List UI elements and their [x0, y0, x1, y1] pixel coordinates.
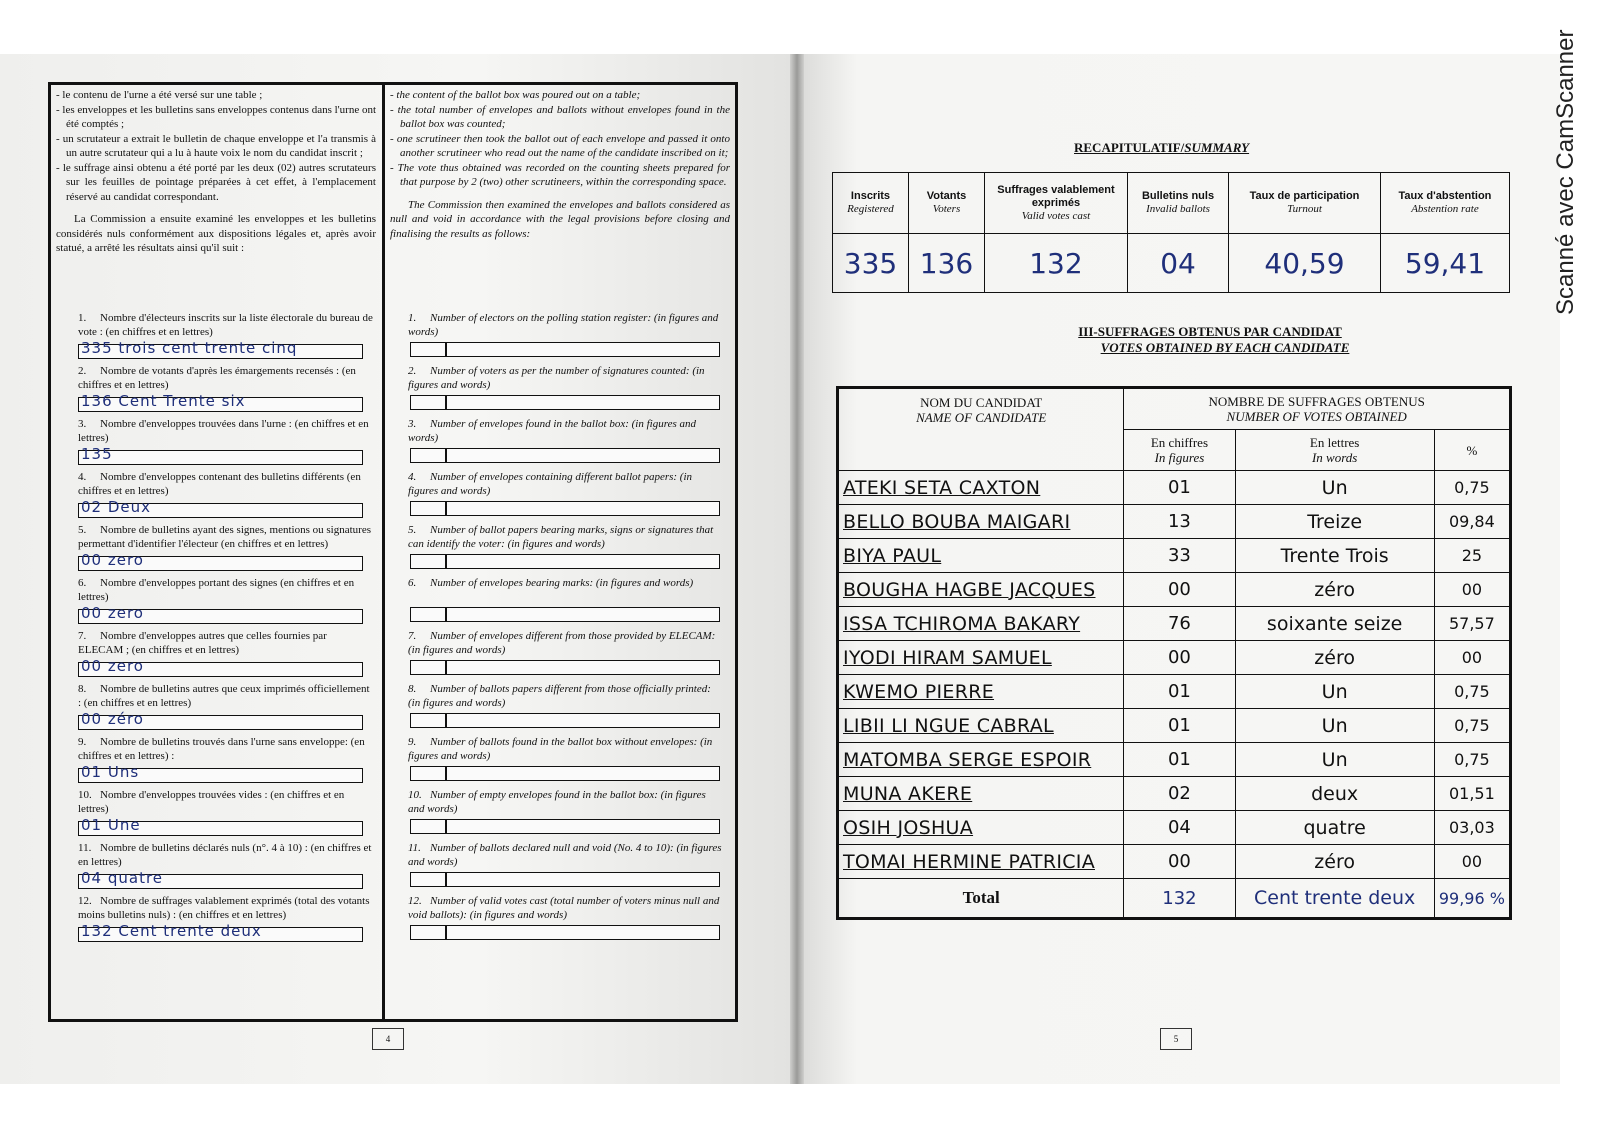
candidate-row [838, 811, 1511, 845]
question-number: 1. [408, 312, 417, 324]
question-fr-text: Nombre de bulletins déclarés nuls (n°. 4 à 10) : (en chiffres et en lettres) [78, 842, 372, 868]
question-number: 5. [408, 524, 417, 536]
question-fr [78, 524, 373, 551]
candidate-pct: 25 [1434, 539, 1510, 573]
page-number-right: 5 [1160, 1028, 1192, 1050]
question-number: 9. [78, 736, 87, 748]
question-fr [78, 365, 373, 392]
question-fr [78, 895, 373, 922]
question-fr-text: Nombre de suffrages valablement exprimés (total des votants moins bulletins nuls) : (en chiffres et en lettres) [78, 895, 370, 921]
question-en-text: Number of electors on the polling station register: (in figures and words) [408, 312, 719, 338]
question-fr [78, 630, 373, 657]
question-number: 10. [408, 789, 422, 801]
answer-box-en[interactable] [410, 342, 720, 357]
question-en [408, 418, 723, 445]
candidate-words: Un [1235, 675, 1434, 709]
total-figures: 132 [1124, 879, 1235, 919]
candidate-figures: 76 [1124, 607, 1235, 641]
question-en-text: Number of ballots declared null and void (No. 4 to 10): (in figures and words) [408, 842, 722, 868]
candidate-row [838, 709, 1511, 743]
question-number: 3. [408, 418, 417, 430]
intro-en-item: - one scrutineer then took the ballot out of each envelope and passed it onto another scrutineer who read out the name of the candidate inscribed on it; [390, 132, 730, 159]
answer-box-fr[interactable] [78, 710, 363, 730]
intro-fr-item: - un scrutateur a extrait le bulletin de chaque enveloppe et l'a transmis à un autre scrutateur qui a lu à haute voix le nom du candidat inscrit ; [56, 132, 376, 159]
question-fr [78, 312, 373, 339]
summary-header: Bulletins nuls Invalid ballots [1127, 173, 1228, 234]
question-fr-text: Nombre de bulletins ayant des signes, mentions ou signatures permettant d'identifier l'électeur (en chiffres et en lettres) [78, 524, 371, 550]
answer-box-fr[interactable] [78, 657, 363, 677]
intro-en-item: - the content of the ballot box was poured out on a table; [390, 89, 641, 101]
candidate-figures: 01 [1124, 471, 1235, 505]
answer-box-fr[interactable] [78, 869, 363, 889]
question-number: 7. [408, 630, 417, 642]
col-votes-header: NOMBRE DE SUFFRAGES OBTENUS NUMBER OF VOTES OBTAINED [1124, 388, 1511, 430]
question-fr-text: Nombre d'enveloppes portant des signes (en chiffres et en lettres) [78, 577, 355, 603]
summary-turnout: 40,59 [1229, 234, 1381, 293]
candidate-words: Trente Trois [1235, 539, 1434, 573]
candidate-figures: 00 [1124, 573, 1235, 607]
candidate-figures: 01 [1124, 675, 1235, 709]
intro-fr-item: - le contenu de l'urne a été versé sur une table ; [56, 89, 263, 101]
question-number: 5. [78, 524, 87, 536]
votes-section-title: III-SUFFRAGES OBTENUS PAR CANDIDAT VOTES OBTAINED BY EACH CANDIDATE [1078, 324, 1350, 355]
question-fr-text: Nombre de bulletins autres que ceux imprimés officiellement : (en chiffres et en lettres) [78, 683, 370, 709]
question-number: 9. [408, 736, 417, 748]
col-figures-header: En chiffres In figures [1124, 430, 1235, 471]
question-number: 4. [78, 471, 87, 483]
col-pct-header: % [1434, 430, 1510, 471]
question-en-text: Number of envelopes found in the ballot box: (in figures and words) [408, 418, 696, 444]
question-en-text: Number of ballot papers bearing marks, signs or signatures that can identify the voter: (in figures and words) [408, 524, 714, 550]
question-en [408, 312, 723, 339]
candidate-figures: 01 [1124, 743, 1235, 777]
question-fr-text: Nombre d'enveloppes autres que celles fournies par ELECAM ; (en chiffres et en lettres) [78, 630, 327, 656]
candidate-pct: 00 [1434, 845, 1510, 879]
question-number: 6. [78, 577, 87, 589]
question-fr-text: Nombre d'enveloppes trouvées dans l'urne : (en chiffres et en lettres) [78, 418, 369, 444]
candidate-row [838, 471, 1511, 505]
question-fr-text: Nombre d'électeurs inscrits sur la liste électorale du bureau de vote : (en chiffres et en lettres) [78, 312, 373, 338]
intro-fr-item: - le suffrage ainsi obtenu a été porté par les deux (02) autres scrutateurs sur les feuilles de pointage préparées à cet effet, à l'emplacement réservé au candidat correspondant. [56, 161, 376, 203]
summary-abstention: 59,41 [1380, 234, 1509, 293]
answer-box-en[interactable] [410, 501, 720, 516]
candidate-words: deux [1235, 777, 1434, 811]
summary-registered: 335 [833, 234, 909, 293]
candidate-name: MUNA AKERE [838, 777, 1124, 811]
total-label: Total [838, 879, 1124, 919]
candidate-words: Un [1235, 471, 1434, 505]
candidate-pct: 03,03 [1434, 811, 1510, 845]
question-fr [78, 683, 373, 710]
intro-english [390, 88, 730, 241]
total-words: Cent trente deux [1235, 879, 1434, 919]
question-fr-text: Nombre d'enveloppes trouvées vides : (en chiffres et en lettres) [78, 789, 345, 815]
candidate-figures: 01 [1124, 709, 1235, 743]
answer-box-fr[interactable] [78, 498, 363, 518]
summary-header: Taux d'abstention Abstention rate [1380, 173, 1509, 234]
candidate-words: zéro [1235, 573, 1434, 607]
question-fr [78, 736, 373, 763]
total-row [838, 879, 1511, 919]
candidate-name: ATEKI SETA CAXTON [838, 471, 1124, 505]
candidate-pct: 0,75 [1434, 675, 1510, 709]
candidate-pct: 0,75 [1434, 709, 1510, 743]
answer-box-fr[interactable] [78, 551, 363, 571]
question-en-text: Number of envelopes different from those provided by ELECAM: (in figures and words) [408, 630, 716, 656]
question-fr [78, 789, 373, 816]
handwritten-answer: 335 trois cent trente cinq [81, 339, 298, 357]
candidate-row [838, 539, 1511, 573]
candidate-pct: 00 [1434, 573, 1510, 607]
answer-box-en[interactable] [410, 554, 720, 569]
handwritten-answer: 01 Une [81, 816, 141, 834]
candidates-body [838, 471, 1511, 879]
candidate-name: BELLO BOUBA MAIGARI [838, 505, 1124, 539]
question-fr-text: Nombre d'enveloppes contenant des bulletins différents (en chiffres et en lettres) [78, 471, 361, 497]
question-fr [78, 842, 373, 869]
summary-invalid: 04 [1127, 234, 1228, 293]
question-fr-text: Nombre de votants d'après les émargements recensés : (en chiffres et en lettres) [78, 365, 356, 391]
answer-box-fr[interactable] [78, 816, 363, 836]
answer-box-fr[interactable] [78, 445, 363, 465]
candidate-words: zéro [1235, 845, 1434, 879]
summary-table [832, 172, 1510, 293]
handwritten-answer: 00 zero [81, 551, 144, 569]
answer-box-fr[interactable] [78, 392, 363, 412]
question-en-text: Number of voters as per the number of signatures counted: (in figures and words) [408, 365, 705, 391]
intro-en-paragraph: The Commission then examined the envelopes and ballots considered as null and void in accordance with the legal provisions before closing and finalising the results as follows: [390, 198, 730, 240]
candidate-words: soixante seize [1235, 607, 1434, 641]
question-en [408, 471, 723, 498]
intro-en-item: - The vote thus obtained was recorded on the counting sheets prepared for that purpose by 2 (two) other scrutineers, within the corresponding space. [390, 161, 730, 188]
question-number: 2. [78, 365, 87, 377]
answer-box-en[interactable] [410, 448, 720, 463]
candidate-row [838, 777, 1511, 811]
summary-voters: 136 [908, 234, 984, 293]
handwritten-answer: 00 zero [81, 657, 144, 675]
answer-box-en[interactable] [410, 766, 720, 781]
candidate-row [838, 505, 1511, 539]
answer-box-fr[interactable] [78, 604, 363, 624]
answer-box-en[interactable] [410, 713, 720, 728]
candidate-figures: 13 [1124, 505, 1235, 539]
question-en-text: Number of valid votes cast (total number of voters minus null and void ballots): (in figures and words) [408, 895, 720, 921]
handwritten-answer: 136 Cent Trente six [81, 392, 246, 410]
candidate-name: BIYA PAUL [838, 539, 1124, 573]
column-divider [382, 82, 385, 1022]
intro-en-item: - the total number of envelopes and ballots without envelopes found in the ballot box was counted; [390, 103, 730, 130]
book-gutter [790, 54, 804, 1084]
candidate-name: KWEMO PIERRE [838, 675, 1124, 709]
question-number: 3. [78, 418, 87, 430]
intro-fr-item: - les enveloppes et les bulletins sans enveloppes contenus dans l'urne ont été comptés ; [56, 103, 377, 130]
candidate-name: LIBII LI NGUE CABRAL [838, 709, 1124, 743]
candidate-figures: 00 [1124, 641, 1235, 675]
candidate-words: Un [1235, 743, 1434, 777]
summary-title: RECAPITULATIF/SUMMARY [1074, 140, 1250, 155]
handwritten-answer: 02 Deux [81, 498, 152, 516]
answer-box-en[interactable] [410, 819, 720, 834]
question-en [408, 683, 723, 710]
question-en [408, 524, 723, 551]
answer-box-en[interactable] [410, 660, 720, 675]
candidate-name: BOUGHA HAGBE JACQUES [838, 573, 1124, 607]
question-en [408, 895, 723, 922]
answer-box-fr[interactable] [78, 763, 363, 783]
question-en [408, 365, 723, 392]
question-en [408, 842, 723, 869]
summary-header: Suffrages valablement exprimés Valid votes cast [984, 173, 1127, 234]
intro-french [56, 88, 376, 256]
question-en-text: Number of empty envelopes found in the ballot box: (in figures and words) [408, 789, 706, 815]
total-pct: 99,96 % [1434, 879, 1510, 919]
candidate-name: TOMAI HERMINE PATRICIA [838, 845, 1124, 879]
question-number: 6. [408, 577, 417, 589]
summary-header: Votants Voters [908, 173, 984, 234]
candidate-words: Treize [1235, 505, 1434, 539]
handwritten-answer: 00 zero [81, 604, 144, 622]
answer-box-fr[interactable] [78, 922, 363, 942]
handwritten-answer: 00 zéro [81, 710, 144, 728]
col-name-header: NOM DU CANDIDAT NAME OF CANDIDATE [838, 388, 1124, 471]
answer-box-fr[interactable] [78, 339, 363, 359]
intro-fr-paragraph: La Commission a ensuite examiné les enveloppes et les bulletins considérés nuls conformément aux dispositions légales et, après avoir statué, a arrêté les résultats ainsi qu'il suit : [56, 213, 376, 254]
answer-box-en[interactable] [410, 925, 720, 940]
question-number: 1. [78, 312, 87, 324]
question-number: 4. [408, 471, 417, 483]
question-en-text: Number of ballots papers different from those officially printed: (in figures and words) [408, 683, 711, 709]
candidate-words: quatre [1235, 811, 1434, 845]
page-number-left: 4 [372, 1028, 404, 1050]
question-en-text: Number of envelopes bearing marks: (in figures and words) [430, 577, 694, 589]
candidates-table [836, 386, 1512, 920]
answer-box-en[interactable] [410, 607, 720, 622]
candidate-name: IYODI HIRAM SAMUEL [838, 641, 1124, 675]
candidate-name: OSIH JOSHUA [838, 811, 1124, 845]
candidate-row [838, 845, 1511, 879]
question-number: 2. [408, 365, 417, 377]
question-number: 11. [78, 842, 92, 854]
candidate-figures: 33 [1124, 539, 1235, 573]
candidate-name: ISSA TCHIROMA BAKARY [838, 607, 1124, 641]
question-number: 12. [78, 895, 92, 907]
handwritten-answer: 132 Cent trente deux [81, 922, 262, 940]
answer-box-en[interactable] [410, 395, 720, 410]
candidate-words: Un [1235, 709, 1434, 743]
summary-header: Inscrits Registered [833, 173, 909, 234]
summary-header: Taux de participation Turnout [1229, 173, 1381, 234]
question-number: 10. [78, 789, 92, 801]
candidate-row [838, 573, 1511, 607]
handwritten-answer: 135 [81, 445, 113, 463]
question-number: 8. [408, 683, 417, 695]
question-en-text: Number of ballots found in the ballot box without envelopes: (in figures and words) [408, 736, 713, 762]
answer-box-en[interactable] [410, 872, 720, 887]
question-en [408, 630, 723, 657]
question-number: 11. [408, 842, 421, 854]
handwritten-answer: 01 Uns [81, 763, 140, 781]
candidate-pct: 0,75 [1434, 471, 1510, 505]
candidate-figures: 00 [1124, 845, 1235, 879]
question-number: 8. [78, 683, 87, 695]
summary-valid-votes: 132 [984, 234, 1127, 293]
candidate-pct: 57,57 [1434, 607, 1510, 641]
candidate-figures: 04 [1124, 811, 1235, 845]
candidate-name: MATOMBA SERGE ESPOIR [838, 743, 1124, 777]
col-words-header: En lettres In words [1235, 430, 1434, 471]
candidate-row [838, 607, 1511, 641]
question-en [408, 736, 723, 763]
candidate-row [838, 743, 1511, 777]
question-fr-text: Nombre de bulletins trouvés dans l'urne sans enveloppe: (en chiffres et en lettres) : [78, 736, 365, 762]
question-fr [78, 577, 373, 604]
question-number: 7. [78, 630, 87, 642]
candidate-pct: 00 [1434, 641, 1510, 675]
scan-watermark: Scanné avec CamScanner [1552, 30, 1579, 316]
candidate-pct: 01,51 [1434, 777, 1510, 811]
question-number: 12. [408, 895, 422, 907]
question-en [408, 577, 723, 591]
candidate-pct: 0,75 [1434, 743, 1510, 777]
candidate-row [838, 675, 1511, 709]
question-en [408, 789, 723, 816]
question-fr [78, 471, 373, 498]
candidate-pct: 09,84 [1434, 505, 1510, 539]
question-en-text: Number of envelopes containing different ballot papers: (in figures and words) [408, 471, 693, 497]
handwritten-answer: 04 quatre [81, 869, 164, 887]
question-fr [78, 418, 373, 445]
candidate-words: zéro [1235, 641, 1434, 675]
candidate-row [838, 641, 1511, 675]
candidate-figures: 02 [1124, 777, 1235, 811]
